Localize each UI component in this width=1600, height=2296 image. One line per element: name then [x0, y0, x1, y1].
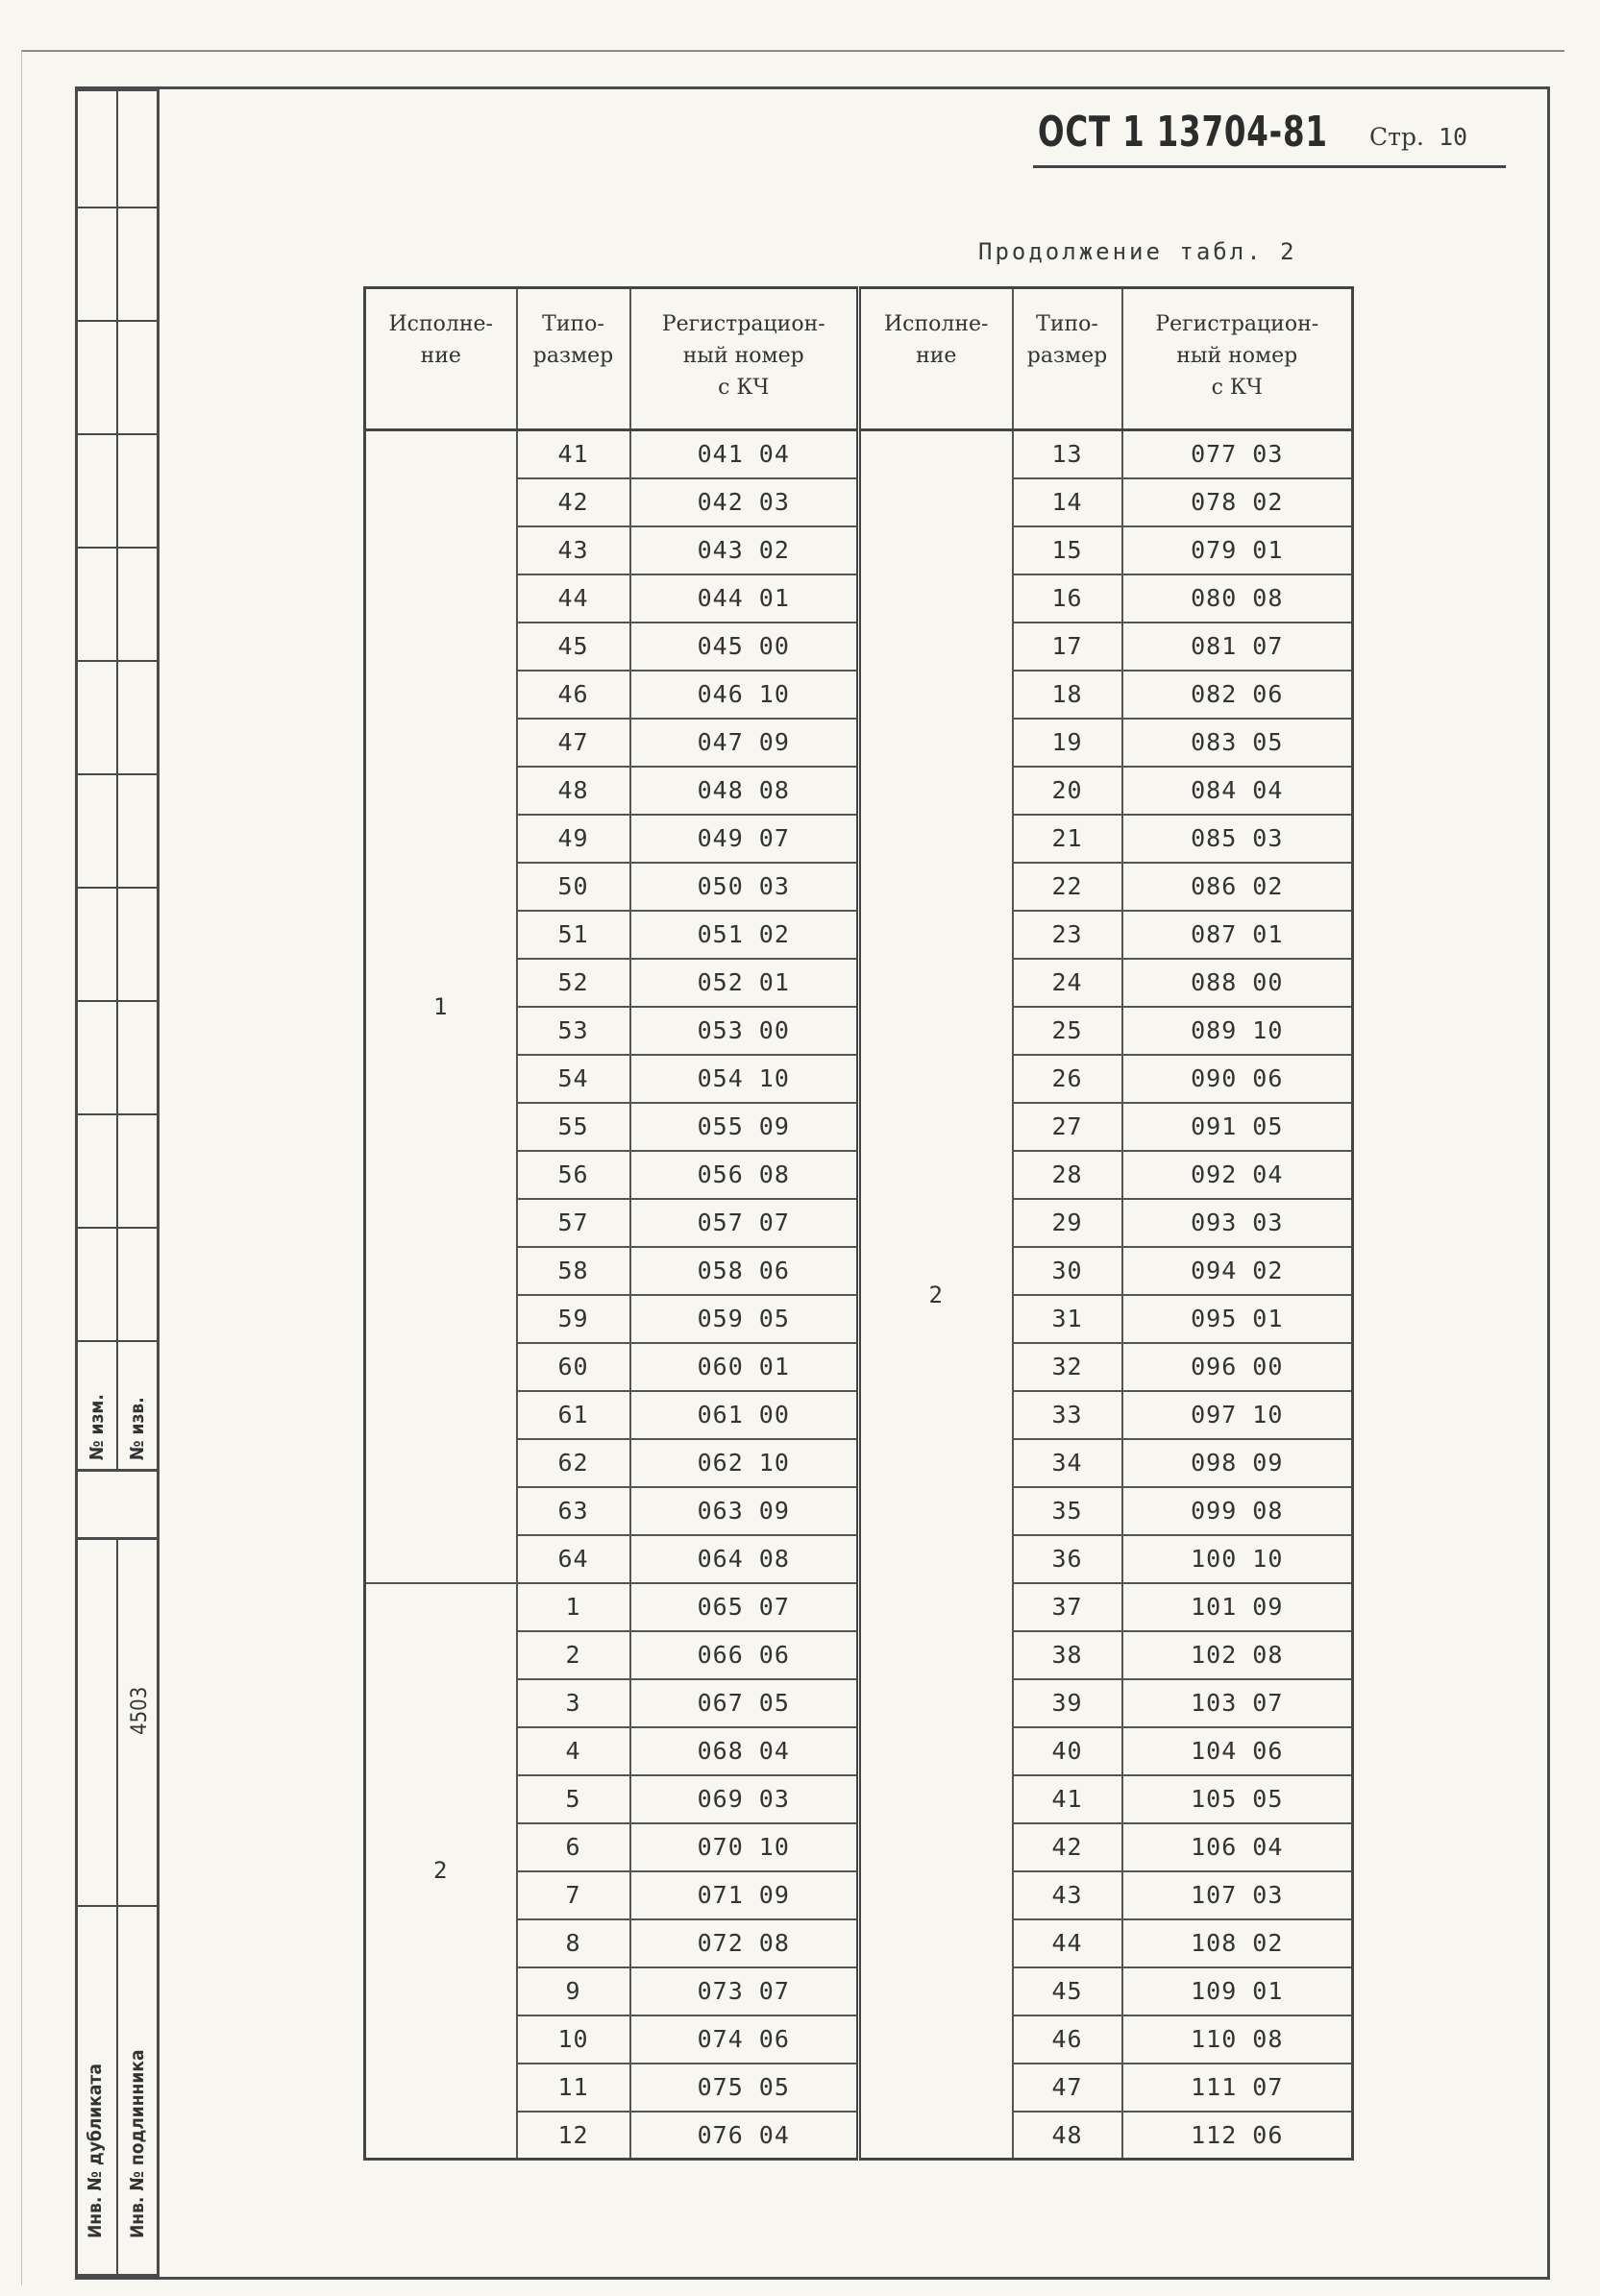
size-cell-left: 48	[517, 767, 630, 815]
reg-number-cell-left: 048 08	[630, 767, 859, 815]
size-cell-left: 55	[517, 1103, 630, 1151]
reg-number-cell-left: 076 04	[630, 2112, 859, 2160]
size-cell-left: 58	[517, 1247, 630, 1295]
document-code: ОСТ 1 13704-81	[1038, 108, 1328, 157]
column-header-text: ный номер	[1176, 344, 1298, 368]
reg-number-cell-left: 049 07	[630, 815, 859, 863]
reg-number-cell-right: 100 10	[1122, 1535, 1353, 1583]
size-cell-right: 39	[1013, 1679, 1122, 1727]
size-cell-right: 23	[1013, 911, 1122, 959]
reg-number-cell-left: 047 09	[630, 719, 859, 767]
size-cell-right: 24	[1013, 959, 1122, 1007]
reg-number-cell-left: 059 05	[630, 1295, 859, 1343]
size-cell-right: 28	[1013, 1151, 1122, 1199]
reg-number-cell-right: 094 02	[1122, 1247, 1353, 1295]
column-header-text: с КЧ	[718, 376, 770, 400]
size-cell-right: 27	[1013, 1103, 1122, 1151]
reg-number-cell-right: 105 05	[1122, 1775, 1353, 1823]
page-number	[1369, 123, 1467, 151]
size-cell-left: 51	[517, 911, 630, 959]
reg-number-cell-right: 095 01	[1122, 1295, 1353, 1343]
col-reg-right	[1122, 288, 1353, 430]
size-cell-left: 60	[517, 1343, 630, 1391]
size-cell-left: 59	[517, 1295, 630, 1343]
reg-number-cell-left: 055 09	[630, 1103, 859, 1151]
size-cell-right: 25	[1013, 1007, 1122, 1055]
reg-number-cell-left: 050 03	[630, 863, 859, 911]
reg-number-cell-right: 098 09	[1122, 1439, 1353, 1487]
size-cell-left: 5	[517, 1775, 630, 1823]
duplicate-inventory-label: Инв. № дубликата	[85, 2064, 106, 2238]
table-row	[365, 430, 1353, 478]
execution-cell-left: 1	[365, 430, 517, 1583]
reg-number-cell-right: 082 06	[1122, 671, 1353, 719]
size-cell-right: 32	[1013, 1343, 1122, 1391]
header-underline	[1033, 165, 1506, 168]
size-cell-right: 30	[1013, 1247, 1122, 1295]
column-header-text: Исполне-	[883, 312, 989, 336]
column-header-text: размер	[1026, 344, 1108, 368]
col-execution-left	[365, 288, 517, 430]
size-cell-right: 26	[1013, 1055, 1122, 1103]
size-cell-left: 61	[517, 1391, 630, 1439]
reg-number-cell-right: 109 01	[1122, 1967, 1353, 2015]
size-cell-right: 18	[1013, 671, 1122, 719]
column-header-text: Исполне-	[388, 312, 493, 336]
registration-table	[363, 286, 1354, 2161]
reg-number-cell-right: 093 03	[1122, 1199, 1353, 1247]
size-cell-right: 45	[1013, 1967, 1122, 2015]
original-inventory-number: 4503	[128, 1686, 152, 1735]
col-reg-left	[630, 288, 859, 430]
size-cell-right: 47	[1013, 2064, 1122, 2112]
reg-number-cell-right: 077 03	[1122, 430, 1353, 478]
reg-number-cell-left: 066 06	[630, 1631, 859, 1679]
size-cell-right: 31	[1013, 1295, 1122, 1343]
size-cell-left: 6	[517, 1823, 630, 1871]
reg-number-cell-left: 060 01	[630, 1343, 859, 1391]
size-cell-left: 3	[517, 1679, 630, 1727]
reg-number-cell-right: 092 04	[1122, 1151, 1353, 1199]
column-header-text: ный номер	[682, 344, 804, 368]
size-cell-right: 22	[1013, 863, 1122, 911]
reg-number-cell-left: 075 05	[630, 2064, 859, 2112]
reg-number-cell-left: 070 10	[630, 1823, 859, 1871]
column-header-text: с КЧ	[1211, 376, 1263, 400]
column-header-text: ние	[420, 344, 461, 368]
size-cell-left: 64	[517, 1535, 630, 1583]
size-cell-left: 47	[517, 719, 630, 767]
reg-number-cell-left: 062 10	[630, 1439, 859, 1487]
reg-number-cell-left: 065 07	[630, 1583, 859, 1631]
notice-number-label: № изв.	[127, 1397, 148, 1460]
size-cell-left: 50	[517, 863, 630, 911]
size-cell-left: 46	[517, 671, 630, 719]
reg-number-cell-right: 106 04	[1122, 1823, 1353, 1871]
size-cell-left: 53	[517, 1007, 630, 1055]
size-cell-right: 38	[1013, 1631, 1122, 1679]
page-label: Стр.	[1369, 123, 1424, 151]
reg-number-cell-left: 067 05	[630, 1679, 859, 1727]
reg-number-cell-left: 071 09	[630, 1871, 859, 1919]
size-cell-right: 21	[1013, 815, 1122, 863]
size-cell-left: 63	[517, 1487, 630, 1535]
reg-number-cell-left: 068 04	[630, 1727, 859, 1775]
reg-number-cell-right: 090 06	[1122, 1055, 1353, 1103]
reg-number-cell-right: 112 06	[1122, 2112, 1353, 2160]
reg-number-cell-left: 046 10	[630, 671, 859, 719]
size-cell-left: 45	[517, 623, 630, 671]
page-number-value: 10	[1438, 123, 1468, 151]
reg-number-cell-right: 107 03	[1122, 1871, 1353, 1919]
table-continuation-caption: Продолжение табл. 2	[978, 238, 1297, 265]
reg-number-cell-left: 054 10	[630, 1055, 859, 1103]
reg-number-cell-right: 096 00	[1122, 1343, 1353, 1391]
size-cell-left: 57	[517, 1199, 630, 1247]
execution-cell-right: 2	[859, 430, 1013, 2160]
size-cell-right: 33	[1013, 1391, 1122, 1439]
size-cell-left: 11	[517, 2064, 630, 2112]
reg-number-cell-left: 064 08	[630, 1535, 859, 1583]
original-inventory-label: Инв. № подлинника	[127, 2049, 148, 2238]
reg-number-cell-left: 042 03	[630, 478, 859, 526]
col-size-left	[517, 288, 630, 430]
reg-number-cell-left: 056 08	[630, 1151, 859, 1199]
col-execution-right	[859, 288, 1013, 430]
side-stamp-upper	[75, 88, 160, 1472]
reg-number-cell-right: 108 02	[1122, 1919, 1353, 1967]
size-cell-right: 42	[1013, 1823, 1122, 1871]
reg-number-cell-right: 089 10	[1122, 1007, 1353, 1055]
reg-number-cell-right: 080 08	[1122, 574, 1353, 623]
size-cell-right: 43	[1013, 1871, 1122, 1919]
reg-number-cell-right: 087 01	[1122, 911, 1353, 959]
size-cell-right: 14	[1013, 478, 1122, 526]
size-cell-left: 52	[517, 959, 630, 1007]
col-size-right	[1013, 288, 1122, 430]
table-header-row	[365, 288, 1353, 430]
reg-number-cell-right: 097 10	[1122, 1391, 1353, 1439]
size-cell-left: 1	[517, 1583, 630, 1631]
size-cell-right: 46	[1013, 2015, 1122, 2064]
reg-number-cell-left: 074 06	[630, 2015, 859, 2064]
size-cell-right: 19	[1013, 719, 1122, 767]
reg-number-cell-left: 061 00	[630, 1391, 859, 1439]
reg-number-cell-left: 069 03	[630, 1775, 859, 1823]
size-cell-left: 10	[517, 2015, 630, 2064]
reg-number-cell-right: 083 05	[1122, 719, 1353, 767]
reg-number-cell-left: 041 04	[630, 430, 859, 478]
reg-number-cell-right: 104 06	[1122, 1727, 1353, 1775]
size-cell-left: 49	[517, 815, 630, 863]
reg-number-cell-right: 102 08	[1122, 1631, 1353, 1679]
reg-number-cell-right: 099 08	[1122, 1487, 1353, 1535]
size-cell-left: 56	[517, 1151, 630, 1199]
size-cell-left: 2	[517, 1631, 630, 1679]
size-cell-right: 16	[1013, 574, 1122, 623]
reg-number-cell-left: 045 00	[630, 623, 859, 671]
reg-number-cell-left: 043 02	[630, 526, 859, 574]
size-cell-left: 43	[517, 526, 630, 574]
reg-number-cell-left: 057 07	[630, 1199, 859, 1247]
reg-number-cell-right: 091 05	[1122, 1103, 1353, 1151]
change-number-label: № изм.	[86, 1394, 108, 1460]
reg-number-cell-right: 085 03	[1122, 815, 1353, 863]
reg-number-cell-left: 052 01	[630, 959, 859, 1007]
size-cell-right: 29	[1013, 1199, 1122, 1247]
reg-number-cell-left: 053 00	[630, 1007, 859, 1055]
size-cell-right: 41	[1013, 1775, 1122, 1823]
column-header-text: размер	[532, 344, 614, 368]
size-cell-right: 36	[1013, 1535, 1122, 1583]
reg-number-cell-right: 101 09	[1122, 1583, 1353, 1631]
size-cell-right: 34	[1013, 1439, 1122, 1487]
size-cell-left: 8	[517, 1919, 630, 1967]
reg-number-cell-right: 084 04	[1122, 767, 1353, 815]
reg-number-cell-right: 079 01	[1122, 526, 1353, 574]
execution-cell-left: 2	[365, 1583, 517, 2160]
size-cell-right: 20	[1013, 767, 1122, 815]
size-cell-right: 35	[1013, 1487, 1122, 1535]
size-cell-right: 37	[1013, 1583, 1122, 1631]
reg-number-cell-left: 044 01	[630, 574, 859, 623]
reg-number-cell-right: 088 00	[1122, 959, 1353, 1007]
size-cell-right: 13	[1013, 430, 1122, 478]
reg-number-cell-left: 051 02	[630, 911, 859, 959]
size-cell-left: 9	[517, 1967, 630, 2015]
reg-number-cell-right: 081 07	[1122, 623, 1353, 671]
size-cell-left: 42	[517, 478, 630, 526]
reg-number-cell-right: 111 07	[1122, 2064, 1353, 2112]
size-cell-left: 7	[517, 1871, 630, 1919]
reg-number-cell-left: 058 06	[630, 1247, 859, 1295]
reg-number-cell-left: 072 08	[630, 1919, 859, 1967]
size-cell-right: 17	[1013, 623, 1122, 671]
size-cell-left: 12	[517, 2112, 630, 2160]
size-cell-left: 4	[517, 1727, 630, 1775]
reg-number-cell-right: 078 02	[1122, 478, 1353, 526]
reg-number-cell-right: 103 07	[1122, 1679, 1353, 1727]
size-cell-right: 44	[1013, 1919, 1122, 1967]
column-header-text: Типо-	[1036, 312, 1098, 336]
reg-number-cell-right: 110 08	[1122, 2015, 1353, 2064]
column-header-text: Регистрацион-	[1155, 312, 1319, 336]
column-header-text: Регистрацион-	[661, 312, 825, 336]
reg-number-cell-right: 086 02	[1122, 863, 1353, 911]
size-cell-right: 48	[1013, 2112, 1122, 2160]
size-cell-left: 62	[517, 1439, 630, 1487]
size-cell-left: 41	[517, 430, 630, 478]
size-cell-right: 15	[1013, 526, 1122, 574]
size-cell-left: 54	[517, 1055, 630, 1103]
reg-number-cell-left: 063 09	[630, 1487, 859, 1535]
column-header-text: ние	[916, 344, 957, 368]
column-header-text: Типо-	[542, 312, 604, 336]
size-cell-left: 44	[517, 574, 630, 623]
reg-number-cell-left: 073 07	[630, 1967, 859, 2015]
size-cell-right: 40	[1013, 1727, 1122, 1775]
table-body	[365, 430, 1353, 2160]
